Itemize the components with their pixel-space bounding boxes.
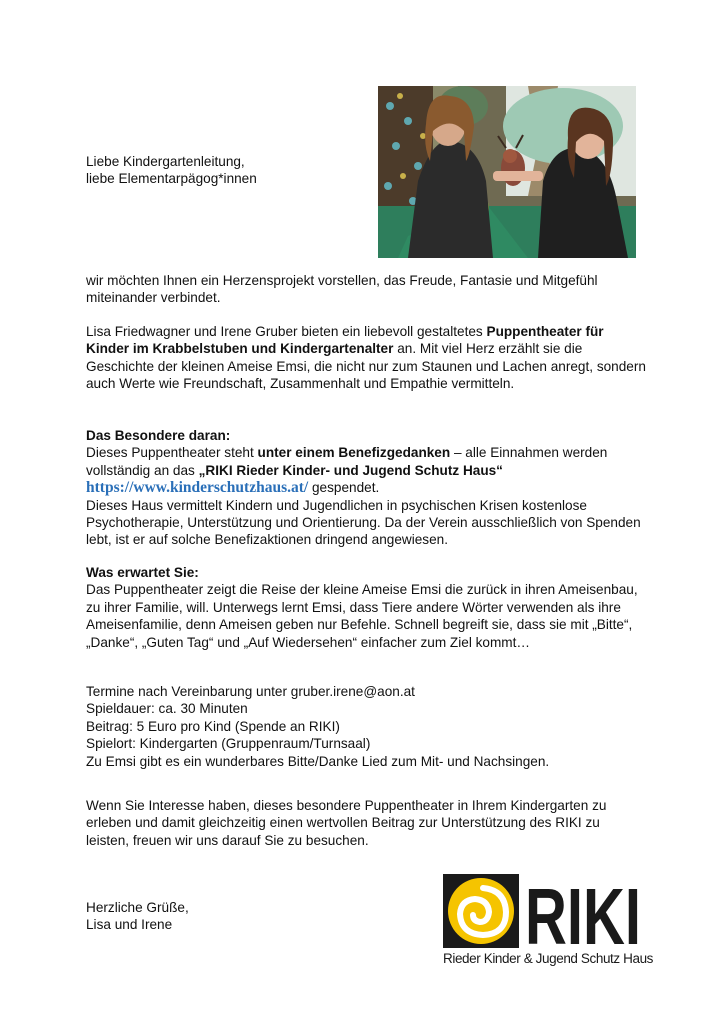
special-paragraph: [86, 444, 646, 479]
expect-section: [86, 564, 646, 651]
detail-termine: Termine nach Vereinbarung unter gruber.irene@aon.at: [86, 684, 415, 699]
expect-body: Das Puppentheater zeigt die Reise der kleine Ameise Emsi die zurück in ihren Ameisenbau, zu ihrer Familie, will. Unterwegs lernt Emsi, dass Tiere andere Wörter verwenden als ihre Ameisenfamilie, denn Ameisen geben nur Befehle. Schnell begreift sie, dass sie mit „Bitte“, „Danke“, „Guten Tag“ und „Auf Wiedersehen“ einfacher zum Ziel kommt…: [86, 582, 638, 650]
detail-dauer: Spieldauer: ca. 30 Minuten: [86, 701, 248, 717]
offer-paragraph: [86, 323, 646, 393]
riki-name: „RIKI Rieder Kinder- und Jugend Schutz Haus“: [198, 462, 503, 478]
puppet-theater-photo: [378, 86, 636, 258]
riki-tagline: Rieder Kinder & Jugend Schutz Haus: [443, 951, 654, 966]
special-text-pre: Dieses Puppentheater steht: [86, 445, 258, 461]
offer-highlight: Puppentheater für Kinder im Krabbelstuben und Kindergartenalter: [86, 324, 604, 357]
special-text-mid: – alle Einnahmen werden vollständig an das: [86, 445, 608, 478]
expect-heading: Was erwartet Sie:: [86, 565, 199, 580]
riki-description: Dieses Haus vermittelt Kindern und Jugendlichen in psychischen Krisen kostenlose Psychotherapie, Unterstützung und Orientierung. Da der Verein ausschließlich von Spenden lebt, ist er auf solche Benefizaktionen dringend angewiesen.: [86, 497, 641, 548]
greeting-line-2: liebe Elementarpägog*innen: [86, 171, 257, 187]
offer-text-post: an. Mit viel Herz erzählt sie die Geschichte der kleinen Ameise Emsi, die nicht nur zum Staunen und Lachen anregt, sondern auch Werte wie Freundschaft, Zusammenhalt und Empathie vermitteln.: [86, 341, 646, 392]
special-text-post: gespendet.: [308, 480, 380, 496]
riki-wordmark: RIKI: [525, 872, 641, 950]
special-section: [86, 427, 646, 549]
greeting-line-1: Liebe Kindergartenleitung,: [86, 154, 245, 169]
details-section: [86, 683, 646, 770]
detail-beitrag: Beitrag: 5 Euro pro Kind (Spende an RIKI): [86, 718, 340, 734]
benefit-highlight: unter einem Benefizgedanken: [257, 445, 451, 461]
intro-paragraph: wir möchten Ihnen ein Herzensprojekt vorstellen, das Freude, Fantasie und Mitgefühl miteinander verbindet.: [86, 273, 598, 306]
special-heading: Das Besondere daran:: [86, 428, 231, 443]
detail-ort: Spielort: Kindergarten (Gruppenraum/Turnsaal): [86, 736, 371, 752]
signoff-line-1: Herzliche Grüße,: [86, 900, 189, 915]
signoff-line-2: Lisa und Irene: [86, 917, 173, 933]
riki-website-link[interactable]: https://www.kinderschutzhaus.at/: [86, 479, 309, 497]
detail-lied: Zu Emsi gibt es ein wunderbares Bitte/Danke Lied zum Mit- und Nachsingen.: [86, 753, 550, 769]
offer-text-pre: Lisa Friedwagner und Irene Gruber bieten ein liebevoll gestaltetes: [86, 324, 487, 339]
closing-paragraph: Wenn Sie Interesse haben, dieses besondere Puppentheater in Ihrem Kindergarten zu erleben und damit gleichzeitig einen wertvollen Beitrag zur Unterstützung des RIKI zu leisten, freuen wir uns darauf Sie zu besuchen.: [86, 798, 607, 848]
